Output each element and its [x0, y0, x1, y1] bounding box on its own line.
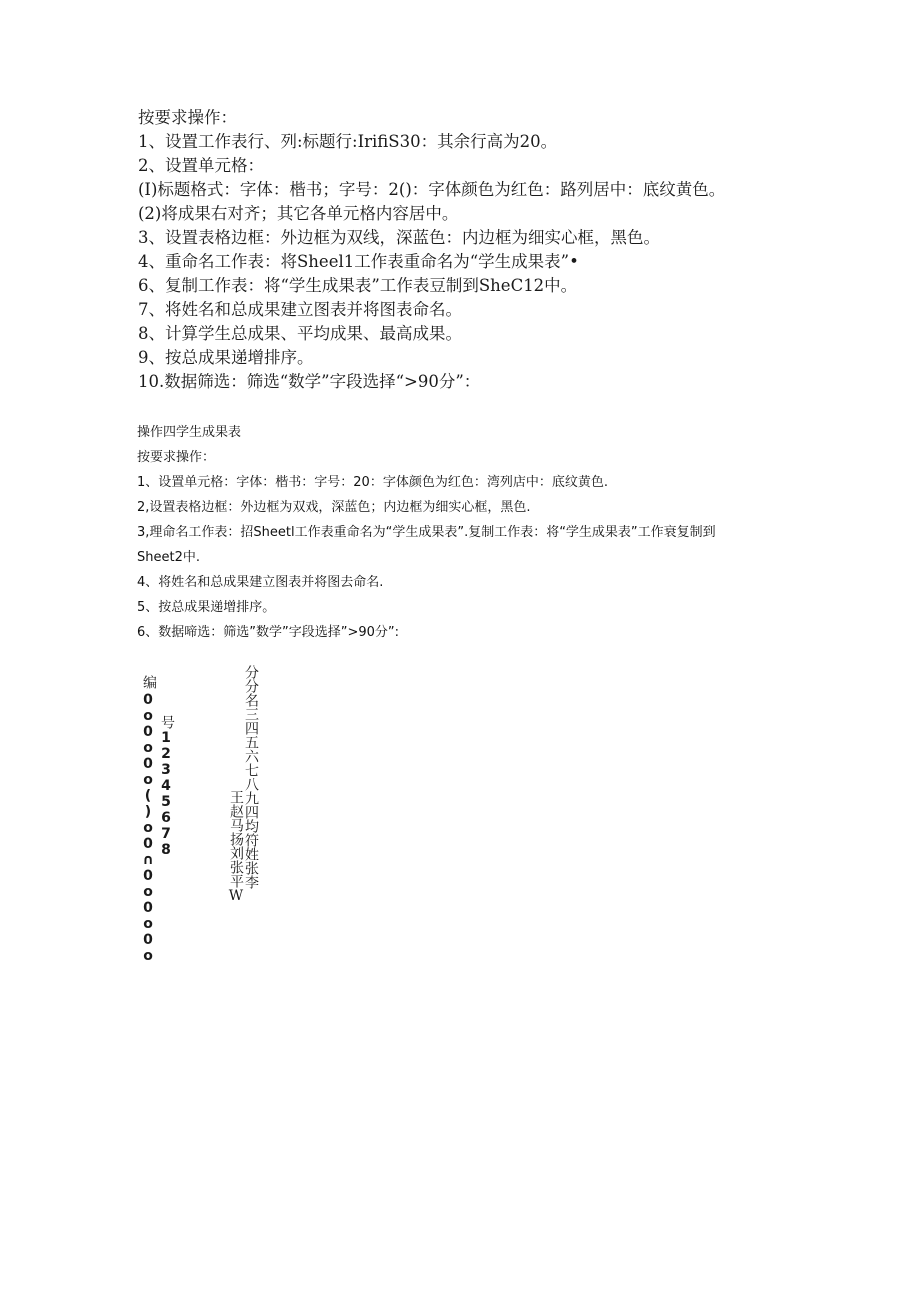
instruction-line: 10.数据筛选：筛选“数学”字段选择“>90分”： [138, 372, 481, 391]
instruction-line: 3、设置表格边框：外边框为双线，深蓝色：内边框为细实心框，黑色。 [138, 228, 660, 247]
section-line: 4、将姓名和总成果建立图表并将图去命名. [137, 575, 384, 590]
section-line: 6、数据啼选：筛选”数学”字段选择”>90分”: [137, 625, 400, 640]
column-values-codes: 0o0o0o()o0∩0o0o0o [140, 692, 156, 964]
instruction-line: (2)将成果右对齐；其它各单元格内容居中。 [138, 204, 459, 223]
section-line: 按要求操作： [137, 450, 216, 465]
instruction-line: 8、计算学生总成果、平均成果、最高成果。 [138, 324, 462, 343]
section-line: 2,设置表格边框：外边框为双戏，深蓝色；内边框为细实心框，黑色. [137, 500, 531, 515]
instruction-line: 7、将姓名和总成果建立图表并将图表命名。 [138, 300, 462, 319]
section-line: Sheet2中. [137, 550, 200, 565]
instruction-line: (I)标题格式：字体：楷书；字号：2()：字体颜色为红色：路列居中：底纹黄色。 [138, 180, 726, 199]
section-line: 5、按总成果递增排序。 [137, 600, 276, 615]
instruction-line: 4、重命名工作表：将Sheel1工作表重命名为“学生成果表”• [138, 252, 579, 271]
section-block [137, 420, 797, 645]
instruction-line: 1、设置工作表行、列:标题行:IrifiS30：其余行高为20。 [138, 132, 558, 151]
column-values-numbers: 12345678 [158, 730, 174, 858]
column-label-hao: 号 [159, 715, 175, 729]
column-values-headers: 分分名三四五六七八九四均符姓张李 [243, 665, 259, 889]
instructions-block [138, 106, 778, 394]
column-values-surnames: 王赵马扬刘张平W [228, 790, 244, 904]
instruction-line: 9、按总成果递增排序。 [138, 348, 314, 367]
instruction-line: 6、复制工作表：将“学生成果表”工作表豆制到SheC12中。 [138, 276, 578, 295]
instruction-line: 按要求操作： [138, 108, 237, 127]
section-title: 操作四学生成果表 [137, 425, 242, 440]
section-line: 1、设置单元格：字体：楷书：字号：20：字体颜色为红色：湾列店中：底纹黄色. [137, 475, 608, 490]
instruction-line: 2、设置单元格： [138, 156, 264, 175]
column-label-bian: 编 [141, 675, 157, 689]
section-line: 3,理命名工作表：招Sheetl工作表重命名为“学生成果表”.复制工作表：将“学生成果表”工作衰复制到 [137, 525, 716, 540]
